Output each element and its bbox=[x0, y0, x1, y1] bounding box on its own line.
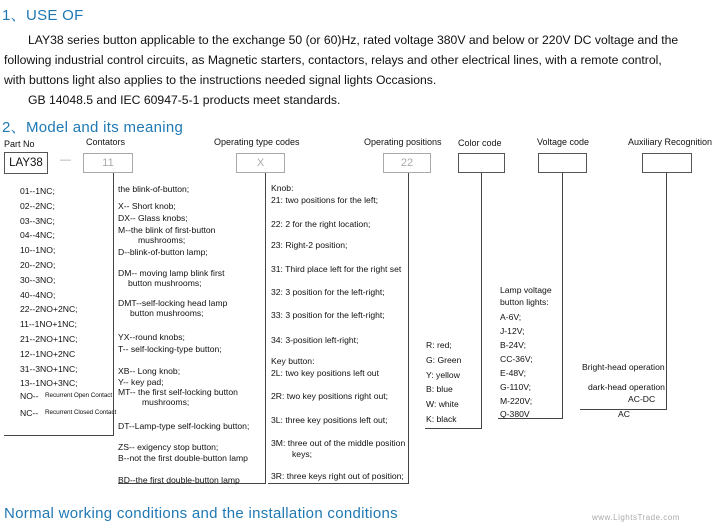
contact-item: 01--1NC; bbox=[20, 186, 55, 196]
op-type-item: Y-- key pad; bbox=[118, 377, 164, 387]
no-desc: Recurrent Open Contact bbox=[45, 392, 113, 399]
op-type-item: D--blink-of-button lamp; bbox=[118, 247, 208, 257]
position-item: 2R: two key positions right out; bbox=[271, 391, 389, 401]
op-type-item: ZS-- exigency stop button; bbox=[118, 442, 219, 452]
section-2-heading: 2、Model and its meaning bbox=[2, 119, 184, 136]
aux-ac: AC bbox=[618, 409, 630, 419]
nc-code: NC-- bbox=[20, 408, 39, 418]
op-type-item: mushrooms; bbox=[142, 397, 190, 407]
header-voltage: Voltage code bbox=[537, 137, 590, 147]
header-operating-type: Operating type codes bbox=[214, 137, 300, 147]
op-type-item: BD--the first double-button lamp bbox=[118, 475, 240, 485]
section-1-heading: 1、USE OF bbox=[2, 7, 84, 24]
contact-item: 40--4NO; bbox=[20, 289, 56, 300]
contact-item: 30--3NO; bbox=[20, 274, 56, 285]
color-code-box bbox=[458, 153, 505, 173]
use-line-1: LAY38 series button applicable to the exchange 50 (or 60)Hz, rated voltage 380V and below or 220V DC voltage and the bbox=[28, 33, 679, 47]
contact-item: 20--2NO; bbox=[20, 260, 56, 270]
position-item: 33: 3 position for the left-right; bbox=[271, 310, 385, 320]
color-item: W: white bbox=[426, 399, 459, 410]
separator-dash: — bbox=[60, 154, 71, 166]
aux-bright: Bright-head operation bbox=[582, 362, 665, 372]
op-type-item: DM-- moving lamp blink first bbox=[118, 268, 225, 278]
op-type-item: YX--round knobs; bbox=[118, 332, 185, 342]
op-type-item: XB-- Long knob; bbox=[118, 366, 181, 376]
op-type-item: DT--Lamp-type self-locking button; bbox=[118, 421, 250, 431]
operating-positions-box: 22 bbox=[383, 153, 431, 173]
auxiliary-line bbox=[666, 173, 667, 409]
aux-acdc: AC-DC bbox=[628, 394, 656, 404]
op-type-item: DMT--self-locking head lamp bbox=[118, 298, 228, 308]
op-type-item: the blink-of-button; bbox=[118, 184, 190, 194]
contact-item: 11--1NO+1NC; bbox=[20, 319, 77, 330]
contact-item: 10--1NO; bbox=[20, 245, 56, 256]
op-type-item: button mushrooms; bbox=[130, 308, 204, 318]
position-item: 31: Third place left for the right set bbox=[271, 264, 402, 274]
position-item: 21: two positions for the left; bbox=[271, 195, 379, 205]
voltage-item: G-110V; bbox=[500, 382, 532, 392]
header-contators: Contators bbox=[86, 137, 126, 147]
position-item: Knob: bbox=[271, 183, 294, 193]
voltage-item: E-48V; bbox=[500, 368, 526, 378]
voltage-title: Lamp voltage bbox=[500, 285, 552, 295]
use-line-2: following industrial control circuits, as Magnetic starters, contactors, relays and other electrical lines, with a remote control, bbox=[4, 53, 662, 67]
voltage-item: J-12V; bbox=[500, 326, 525, 336]
color-item: G: Green bbox=[426, 354, 462, 365]
voltage-item: CC-36V; bbox=[500, 354, 533, 364]
voltage-code-box bbox=[538, 153, 587, 173]
voltage-title: button lights: bbox=[500, 297, 549, 307]
position-item: 3R: three keys right out of position; bbox=[271, 471, 404, 481]
nc-desc: Recurrent Closed Contact bbox=[45, 409, 117, 416]
position-item: 3L: three key positions left out; bbox=[271, 415, 388, 425]
op-type-item: mushrooms; bbox=[138, 235, 186, 245]
voltage-item: B-24V; bbox=[500, 340, 526, 350]
standards-line: GB 14048.5 and IEC 60947-5-1 products meet standards. bbox=[28, 93, 341, 107]
op-type-item: button mushrooms; bbox=[128, 278, 202, 288]
contact-item: 31--3NO+1NC; bbox=[20, 363, 78, 374]
header-part-no: Part No bbox=[4, 139, 35, 149]
voltage-item: Q-380V bbox=[500, 409, 530, 419]
position-item: 34: 3-position left-right; bbox=[271, 335, 359, 345]
op-type-item: MT-- the first self-locking button bbox=[118, 387, 238, 397]
aux-dark: dark-head operation bbox=[588, 382, 665, 392]
operating-type-line bbox=[265, 173, 266, 483]
voltage-item: A-6V; bbox=[500, 312, 522, 322]
op-type-item: T-- self-locking-type button; bbox=[118, 344, 222, 354]
position-item: 23: Right-2 position; bbox=[271, 240, 348, 250]
contact-item: 02--2NC; bbox=[20, 200, 55, 211]
color-item: R: red; bbox=[426, 340, 452, 350]
header-operating-positions: Operating positions bbox=[364, 137, 442, 147]
position-item: 3M: three out of the middle position bbox=[271, 438, 406, 448]
contators-underline bbox=[4, 435, 114, 436]
contators-line bbox=[113, 173, 114, 435]
op-type-item: DX-- Glass knobs; bbox=[118, 213, 188, 223]
position-item: Key button: bbox=[271, 356, 315, 366]
contact-item: 22--2NO+2NC; bbox=[20, 304, 78, 315]
header-color: Color code bbox=[458, 138, 502, 148]
operating-positions-underline bbox=[268, 483, 409, 484]
voltage-item: M-220V; bbox=[500, 396, 533, 406]
contact-item: 04--4NC; bbox=[20, 230, 55, 241]
voltage-line bbox=[562, 173, 563, 418]
position-item: 22: 2 for the right location; bbox=[271, 219, 371, 229]
use-line-3: with buttons light also applies to the instructions needed signal lights Occasions. bbox=[4, 73, 437, 87]
color-item: K: black bbox=[426, 414, 457, 424]
op-type-item: B--not the first double-button lamp bbox=[118, 453, 248, 463]
header-auxiliary: Auxiliary Recognition bbox=[628, 137, 712, 147]
color-underline bbox=[425, 428, 482, 429]
part-no-box: LAY38 bbox=[4, 152, 48, 174]
position-item: keys; bbox=[292, 449, 313, 459]
op-type-item: X-- Short knob; bbox=[118, 201, 176, 211]
contact-item: 13--1NO+3NC; bbox=[20, 378, 78, 389]
position-item: 32: 3 position for the left-right; bbox=[271, 287, 385, 297]
color-item: Y: yellow bbox=[426, 369, 460, 380]
contact-item: 21--2NO+1NC; bbox=[20, 334, 78, 344]
operating-positions-line bbox=[408, 173, 409, 483]
watermark: www.LightsTrade.com bbox=[592, 513, 680, 522]
operating-type-box: X bbox=[236, 153, 285, 173]
op-type-item: M--the blink of first-button bbox=[118, 225, 216, 235]
color-line bbox=[481, 173, 482, 428]
no-code: NO-- bbox=[20, 391, 39, 401]
contact-item: 03--3NC; bbox=[20, 215, 55, 226]
contators-box: 11 bbox=[83, 153, 133, 173]
color-item: B: blue bbox=[426, 384, 453, 395]
position-item: 2L: two key positions left out bbox=[271, 368, 379, 378]
section-3-heading: Normal working conditions and the installation conditions bbox=[4, 505, 398, 522]
contact-item: 12--1NO+2NC bbox=[20, 348, 76, 359]
auxiliary-box bbox=[642, 153, 692, 173]
